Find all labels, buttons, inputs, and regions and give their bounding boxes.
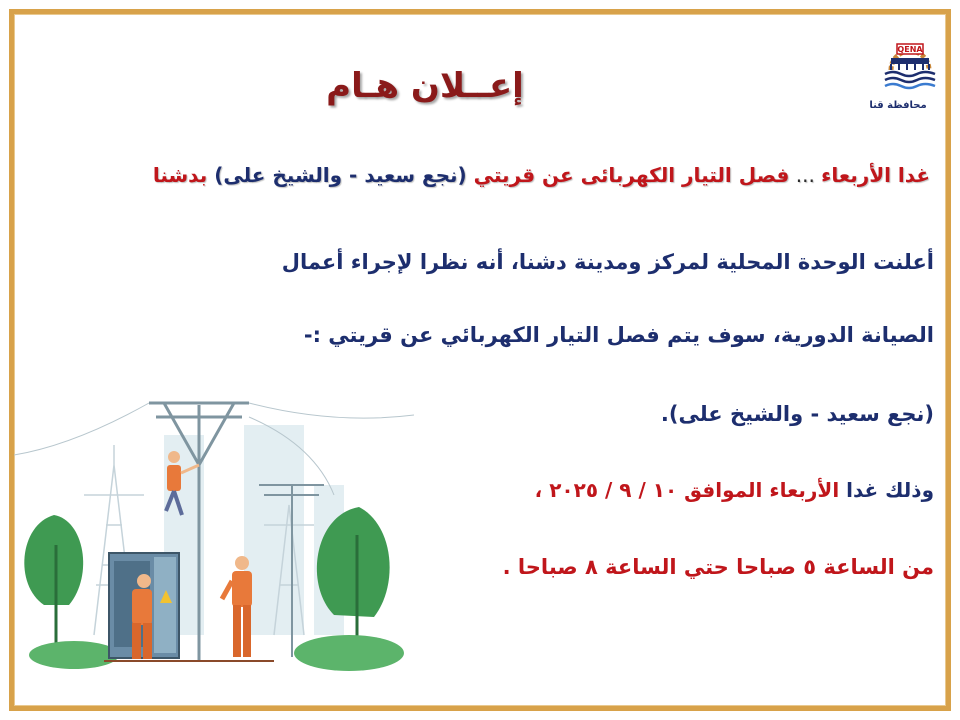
page-title: إعــلان هـام <box>326 66 524 106</box>
body-line-5: من الساعة ٥ صباحا حتي الساعة ٨ صباحا . <box>502 555 934 579</box>
headline-city: بدشنا <box>152 163 208 187</box>
body-line-2: الصيانة الدورية، سوف يتم فصل التيار الكهربائي عن قريتي :- <box>303 323 934 347</box>
body-line-4-date: الأربعاء الموافق ١٠ / ٩ / ٢٠٢٥ ، <box>534 478 840 502</box>
qena-governorate-logo <box>869 30 943 120</box>
qena-emblem-icon <box>877 30 943 98</box>
body-line-1: أعلنت الوحدة المحلية لمركز ومدينة دشنا، أنه نظرا لإجراء أعمال <box>281 250 934 274</box>
headline-dots: ... <box>789 163 822 187</box>
headline-action: فصل التيار الكهربائى عن قريتي <box>473 163 790 187</box>
headline <box>153 163 930 187</box>
body-line-3: (نجع سعيد - والشيخ على). <box>660 402 934 426</box>
electricians-repair-illustration <box>14 385 414 675</box>
headline-villages: (نجع سعيد - والشيخ على) <box>207 163 474 187</box>
logo-caption: محافظة قنا <box>869 100 927 111</box>
tree-left-icon <box>24 515 83 660</box>
logo-emblem-text: QENA <box>897 45 923 54</box>
headline-day: غدا الأربعاء <box>821 163 930 187</box>
worker-standing-icon <box>222 556 252 657</box>
body-line-4-start: وذلك غدا <box>839 478 934 502</box>
body-line-4 <box>535 478 934 502</box>
